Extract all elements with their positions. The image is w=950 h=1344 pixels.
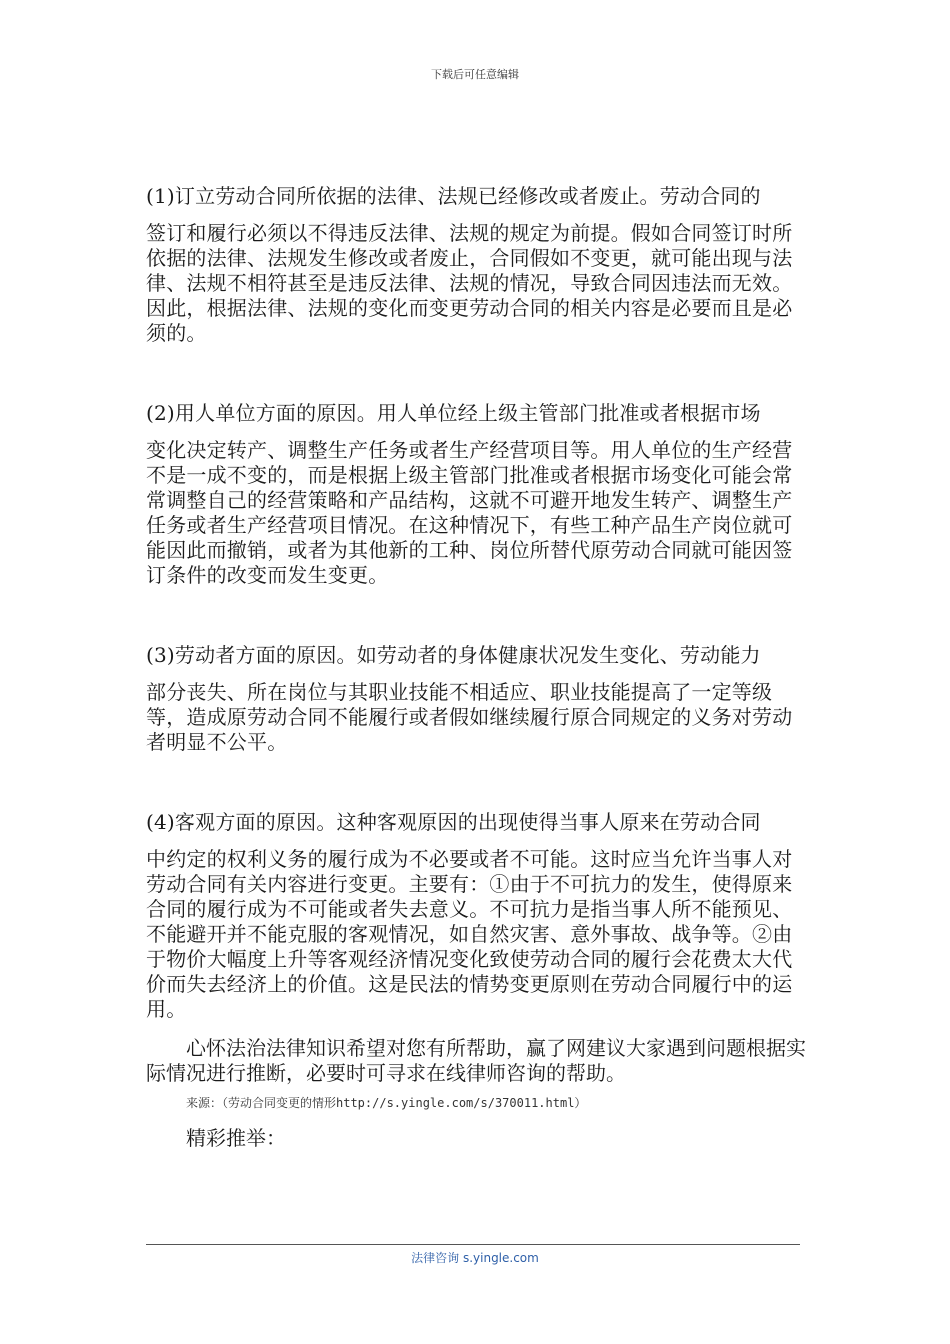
closing-paragraph: 心怀法治法律知识希望对您有所帮助，赢了网建议大家遇到问题根据实际情况进行推断，必要时可寻求在线律师咨询的帮助。 [146, 1036, 806, 1085]
paragraph-2-first-line: (2)用人单位方面的原因。用人单位经上级主管部门批准或者根据市场 [146, 401, 761, 425]
recommend-heading: 精彩推举： [186, 1126, 286, 1150]
paragraph-4-first-line: (4)客观方面的原因。这种客观原因的出现使得当事人原来在劳动合同 [146, 810, 761, 834]
paragraph-1-body: 签订和履行必须以不得违反法律、法规的规定为前提。假如合同签订时所依据的法律、法规发生修改或者废止，合同假如不变更，就可能出现与法律、法规不相符甚至是违反法律、法规的情况，导致合同因违法而无效。因此，根据法律、法规的变化而变更劳动合同的相关内容是必要而且是必须的。 [146, 221, 793, 345]
paragraph-2 [146, 401, 810, 588]
paragraph-3-first-line: (3)劳动者方面的原因。如劳动者的身体健康状况发生变化、劳动能力 [146, 643, 761, 667]
paragraph-1 [146, 184, 810, 346]
document-body [146, 184, 810, 1151]
footer-link[interactable]: 法律咨询 s.yingle.com [411, 1251, 539, 1265]
source-link[interactable]: 来源：（劳动合同变更的情形http://s.yingle.com/s/370011.html） [186, 1096, 587, 1110]
page-header: 下载后可任意编辑 [431, 68, 519, 81]
paragraph-4 [146, 810, 810, 1022]
paragraph-2-body: 变化决定转产、调整生产任务或者生产经营项目等。用人单位的生产经营不是一成不变的，而是根据上级主管部门批准或者根据市场变化可能会常常调整自己的经营策略和产品结构，这就不可避开地发生转产、调整生产任务或者生产经营项目情况。在这种情况下，有些工种产品生产岗位就可能因此而撤销，或者为其他新的工种、岗位所替代原劳动合同就可能因签订条件的改变而发生变更。 [146, 438, 793, 587]
paragraph-4-body: 中约定的权利义务的履行成为不必要或者不可能。这时应当允许当事人对劳动合同有关内容进行变更。主要有：①由于不可抗力的发生，使得原来合同的履行成为不可能或者失去意义。不可抗力是指当事人所不能预见、不能避开并不能克服的客观情况，如自然灾害、意外事故、战争等。②由于物价大幅度上升等客观经济情况变化致使劳动合同的履行会花费太大代价而失去经济上的价值。这是民法的情势变更原则在劳动合同履行中的运用。 [146, 847, 793, 1021]
footer-divider [146, 1244, 800, 1245]
paragraph-1-first-line: (1)订立劳动合同所依据的法律、法规已经修改或者废止。劳动合同的 [146, 184, 761, 208]
paragraph-3-body: 部分丧失、所在岗位与其职业技能不相适应、职业技能提高了一定等级等，造成原劳动合同不能履行或者假如继续履行原合同规定的义务对劳动者明显不公平。 [146, 680, 793, 754]
paragraph-3 [146, 643, 810, 755]
